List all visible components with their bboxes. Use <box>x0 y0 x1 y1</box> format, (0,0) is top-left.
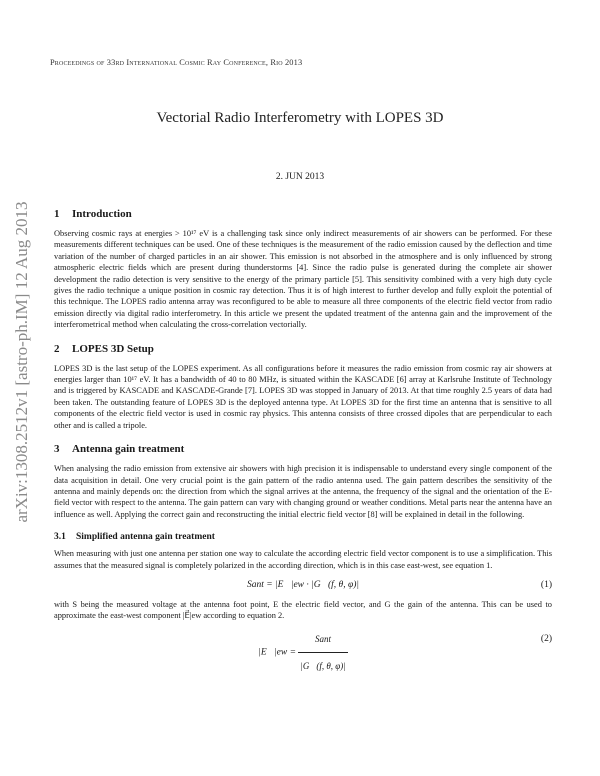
paper-body <box>54 200 552 671</box>
paragraph-setup: LOPES 3D is the last setup of the LOPES experiment. As all configurations before it measures the radio emission from cosmic ray air showers at energies larger than 10¹⁷ eV. It has a bandwidth of 40 to 80 MHz, is situated within the KASCADE [6] array at Karlsruhe Institute of Technology and is triggered by KASCADE and KASCADE-Grande [7]. LOPES 3D was stopped in January of 2013. At that time roughly 2.5 years of data had been taken. The outstanding feature of LOPES 3D is the deployed antenna type. At LOPES 3D for the first time an antenna that is sensitive to all components of the electric field vector is used in cosmic ray physics. This antenna consists of three crossed dipoles that are perpendicular to each other and is called a tripole. <box>54 363 552 430</box>
section-heading-setup: 2 LOPES 3D Setup <box>54 342 154 355</box>
equation-2-number: (2) <box>540 633 552 644</box>
paper-title: Vectorial Radio Interferometry with LOPES 3D <box>156 110 444 126</box>
paragraph-simplified-1: When measuring with just one antenna per station one way to calculate the according electric field vector component is to use a simplification. This assumes that the measured signal is completely polarized in the according direction, which is in this case east-west, see equation 1. <box>54 549 552 570</box>
equation-1: Sant = |E⃗|ew · |G⃗(f, θ, φ)| (1) <box>54 577 552 593</box>
paragraph-simplified-2: with S being the measured voltage at the antenna foot point, E the electric field vector, and G the gain of the antenna. This can be used to approximate the east-west component |E⃗|ew according to equation 2. <box>54 599 552 621</box>
proceedings-header: Proceedings of 33rd International Cosmic Ray Conference, Rio 2013 <box>50 58 303 67</box>
section-heading-antenna-gain: 3 Antenna gain treatment <box>54 443 185 456</box>
equation-2-fraction: $\frac{\text{Sant}}{|G⃗(f, \theta, \varphi)|}$ <box>298 626 347 679</box>
subsection-heading-simplified: 3.1 Simplified antenna gain treatment <box>54 532 215 543</box>
equation-2: |E⃗|ew = $\frac{\text{Sant}}{|G⃗(f, \theta, \varphi)|}$ (2) <box>54 626 552 652</box>
paragraph-introduction: Observing cosmic rays at energies > 10¹⁷ eV is a challenging task since only indirect measurements of air showers can be performed. For these measurements different techniques can be used. One of these techniques is the measurement of the radio emission caused by the deflection and time variation of the number of charged particles in an air shower. This emission is not absorbed in the atmosphere and is only influenced by strong atmospheric electric fields which are present during thunderstorms [4]. Since the radio pulse is generated during the complete air shower development the radio detection is very sensitive to the energy of the primary particle [5]. This sensitivity combined with a very high duty cycle gives the radio technique a unique position in cosmic ray detection. Thus it is of high interest to further develop and fully exploit the potential of this technique. The LOPES radio antenna array was reconfigured to be able to measure all three components of the electric field vector from radio emission directly via digital radio interferometry. In this article we present the updated treatment of the antenna gain and the improvement of the interferometrical method when calculating the cross-correlation vectorially. <box>54 229 552 330</box>
arxiv-identifier: arXiv:1308.2512v1 [astro-ph.IM] 12 Aug 2013 <box>12 201 31 523</box>
paragraph-antenna-gain: When analysing the radio emission from extensive air showers with high precision it is indispensable to understand every single component of the data acquisition in detail. One very crucial point is the gain pattern of the radio antenna used. The gain pattern describes the sensitivity of the antenna and mainly depends on: the direction from which the signal arrives at the antenna, the frequency of the signal and the orientation of the E-field vector with respect to the antenna. The gain pattern can vary with changing ground or weather conditions. Metal parts near the antenna have an influence as well. Applying the correct gain and reconstructing the initial electric field vector [8] will be explained in detail in the following. <box>54 464 552 519</box>
section-heading-introduction: 1 Introduction <box>54 208 132 220</box>
equation-1-number: (1) <box>540 579 552 590</box>
paper-date: 2. JUN 2013 <box>275 172 325 182</box>
